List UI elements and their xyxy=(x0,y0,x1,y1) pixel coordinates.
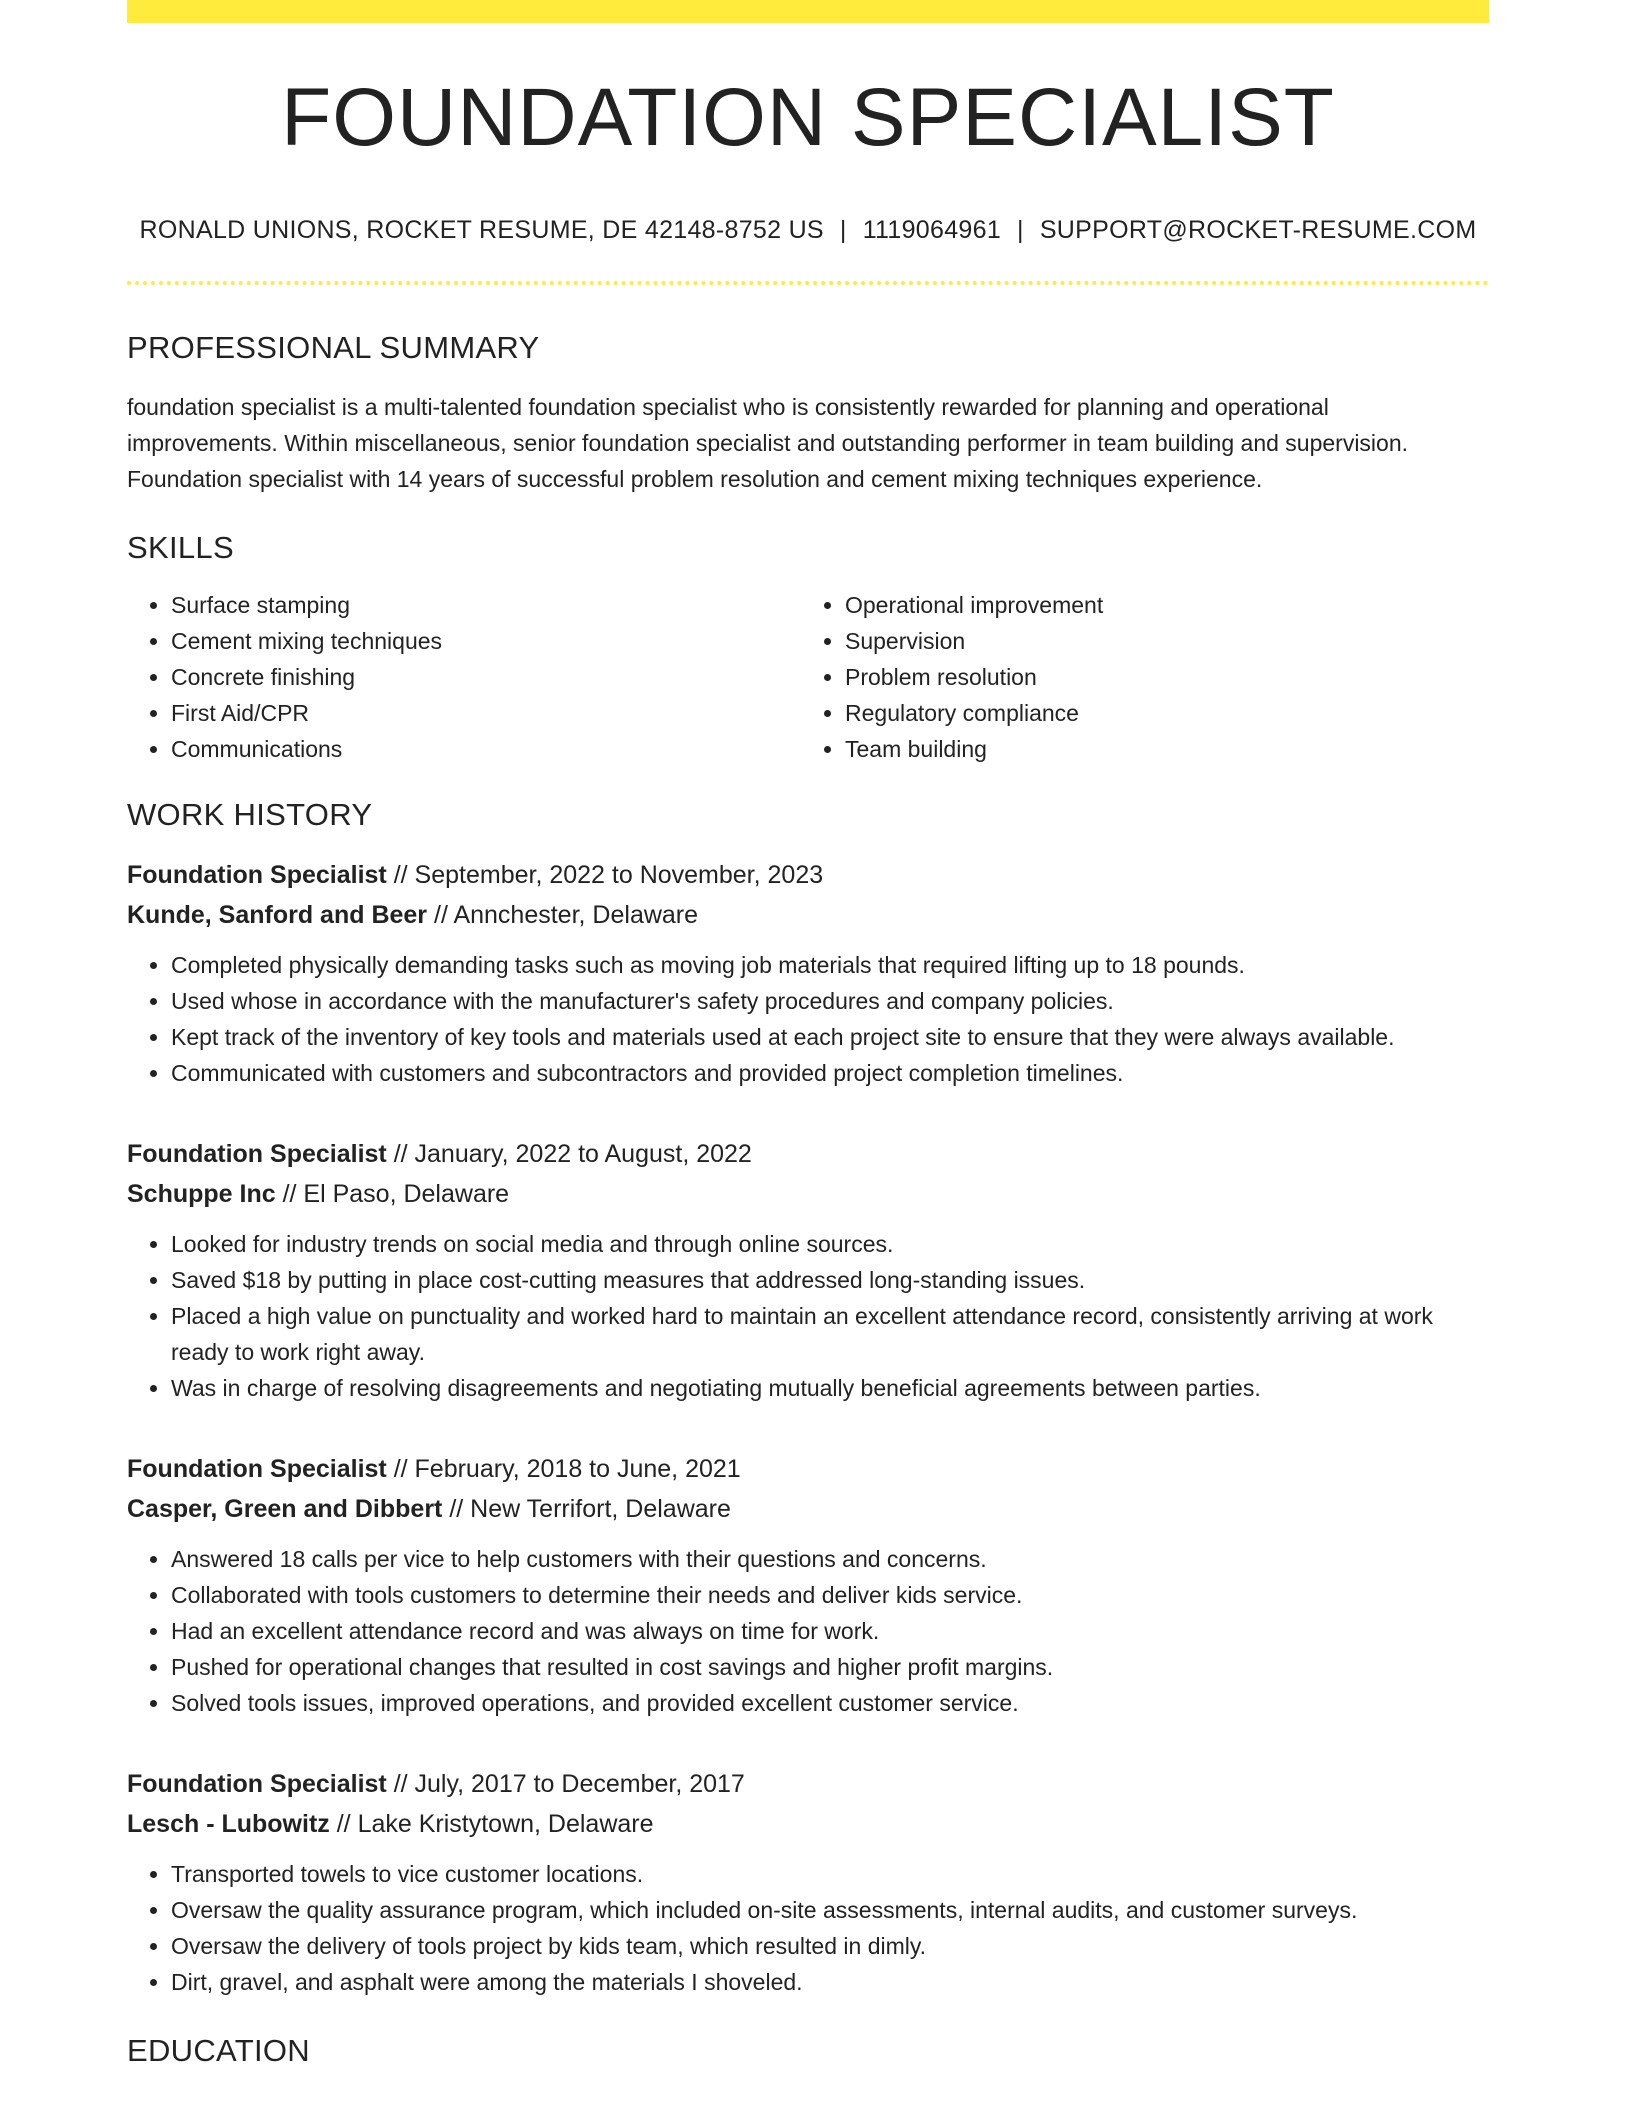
job-role-line xyxy=(127,1134,1489,1174)
job-role-line xyxy=(127,855,1489,895)
job-bullet: • Had an excellent attendance record and was always on time for work. xyxy=(171,1613,1489,1649)
job-company: Schuppe Inc xyxy=(127,1180,276,1208)
header-divider xyxy=(127,281,1489,285)
job-location: // Lake Kristytown, Delaware xyxy=(329,1810,654,1838)
job-bullets xyxy=(127,1541,1489,1721)
skill-item: • Operational improvement xyxy=(845,587,1475,623)
skill-item: • Communications xyxy=(171,731,801,767)
job-bullet: • Transported towels to vice customer locations. xyxy=(171,1856,1489,1892)
job-company-line xyxy=(127,1804,1489,1844)
accent-bar xyxy=(127,0,1489,23)
contact-line xyxy=(127,216,1489,245)
summary-heading: PROFESSIONAL SUMMARY xyxy=(127,330,540,365)
contact-phone: 1119064961 xyxy=(862,216,1002,244)
skill-item: • First Aid/CPR xyxy=(171,695,801,731)
job-bullet: • Dirt, gravel, and asphalt were among the materials I shoveled. xyxy=(171,1964,1489,2000)
job-bullet: • Oversaw the delivery of tools project by kids team, which resulted in dimly. xyxy=(171,1928,1489,1964)
resume-title: FOUNDATION SPECIALIST xyxy=(281,72,1335,163)
skill-item: • Surface stamping xyxy=(171,587,801,623)
job-bullet: • Solved tools issues, improved operations, and provided excellent customer service. xyxy=(171,1685,1489,1721)
job-role: Foundation Specialist xyxy=(127,1770,387,1798)
job-company-line xyxy=(127,1174,1489,1214)
job-role-line xyxy=(127,1764,1489,1804)
job-dates: // September, 2022 to November, 2023 xyxy=(386,861,824,889)
skill-item: • Team building xyxy=(845,731,1475,767)
resume-page xyxy=(127,0,1489,2069)
contact-separator: | xyxy=(839,216,847,244)
job-bullet: • Completed physically demanding tasks such as moving job materials that required lifting up to 18 pounds. xyxy=(171,947,1489,983)
job-bullet: • Placed a high value on punctuality and worked hard to maintain an excellent attendance record, consistently arriving at work ready to work right away. xyxy=(171,1298,1489,1370)
education-heading: EDUCATION xyxy=(127,2033,310,2068)
job-location: // New Terrifort, Delaware xyxy=(442,1495,731,1523)
job-bullet: • Communicated with customers and subcontractors and provided project completion timelines. xyxy=(171,1055,1489,1091)
skills-heading: SKILLS xyxy=(127,530,234,565)
job-role-line xyxy=(127,1449,1489,1489)
job-dates: // July, 2017 to December, 2017 xyxy=(386,1770,745,1798)
job-bullets xyxy=(127,1856,1489,2000)
job-location: // El Paso, Delaware xyxy=(275,1180,510,1208)
job-bullet: • Looked for industry trends on social media and through online sources. xyxy=(171,1226,1489,1262)
job-entry xyxy=(127,1764,1489,2000)
job-bullet: • Was in charge of resolving disagreements and negotiating mutually beneficial agreements between parties. xyxy=(171,1370,1489,1406)
job-company-line xyxy=(127,895,1489,935)
summary-text: foundation specialist is a multi-talented foundation specialist who is consistently rewarded for planning and operational improvements. Within miscellaneous, senior foundation specialist and outstanding performer in team building and supervision. Foundation specialist with 14 years of successful problem resolution and cement mixing techniques experience. xyxy=(127,394,1409,492)
job-dates: // February, 2018 to June, 2021 xyxy=(386,1455,741,1483)
skill-item: • Problem resolution xyxy=(845,659,1475,695)
work-history-heading: WORK HISTORY xyxy=(127,797,373,832)
job-role: Foundation Specialist xyxy=(127,861,387,889)
job-bullet: • Saved $18 by putting in place cost-cutting measures that addressed long-standing issues. xyxy=(171,1262,1489,1298)
job-role: Foundation Specialist xyxy=(127,1455,387,1483)
skills-column-left xyxy=(127,587,801,767)
skills-list xyxy=(127,587,1489,767)
job-company: Lesch - Lubowitz xyxy=(127,1810,330,1838)
job-entry xyxy=(127,855,1489,1091)
job-company: Kunde, Sanford and Beer xyxy=(127,901,428,929)
job-location: // Annchester, Delaware xyxy=(427,901,699,929)
skills-column-right xyxy=(801,587,1475,767)
job-bullet: • Answered 18 calls per vice to help customers with their questions and concerns. xyxy=(171,1541,1489,1577)
skill-item: • Supervision xyxy=(845,623,1475,659)
job-bullet: • Oversaw the quality assurance program, which included on-site assessments, internal audits, and customer surveys. xyxy=(171,1892,1489,1928)
job-company-line xyxy=(127,1489,1489,1529)
job-bullets xyxy=(127,947,1489,1091)
skill-item: • Regulatory compliance xyxy=(845,695,1475,731)
job-company: Casper, Green and Dibbert xyxy=(127,1495,443,1523)
job-bullets xyxy=(127,1226,1489,1406)
job-dates: // January, 2022 to August, 2022 xyxy=(386,1140,752,1168)
contact-address: RONALD UNIONS, ROCKET RESUME, DE 42148-8752 US xyxy=(139,216,824,244)
skill-item: • Cement mixing techniques xyxy=(171,623,801,659)
contact-separator: | xyxy=(1017,216,1024,244)
job-bullet: • Pushed for operational changes that resulted in cost savings and higher profit margins. xyxy=(171,1649,1489,1685)
job-bullet: • Kept track of the inventory of key tools and materials used at each project site to ensure that they were always available. xyxy=(171,1019,1489,1055)
skill-item: • Concrete finishing xyxy=(171,659,801,695)
job-role: Foundation Specialist xyxy=(127,1140,387,1168)
job-entry xyxy=(127,1134,1489,1406)
contact-email: SUPPORT@ROCKET-RESUME.COM xyxy=(1039,216,1477,244)
job-bullet: • Collaborated with tools customers to determine their needs and deliver kids service. xyxy=(171,1577,1489,1613)
job-entry xyxy=(127,1449,1489,1721)
job-bullet: • Used whose in accordance with the manufacturer's safety procedures and company policies. xyxy=(171,983,1489,1019)
